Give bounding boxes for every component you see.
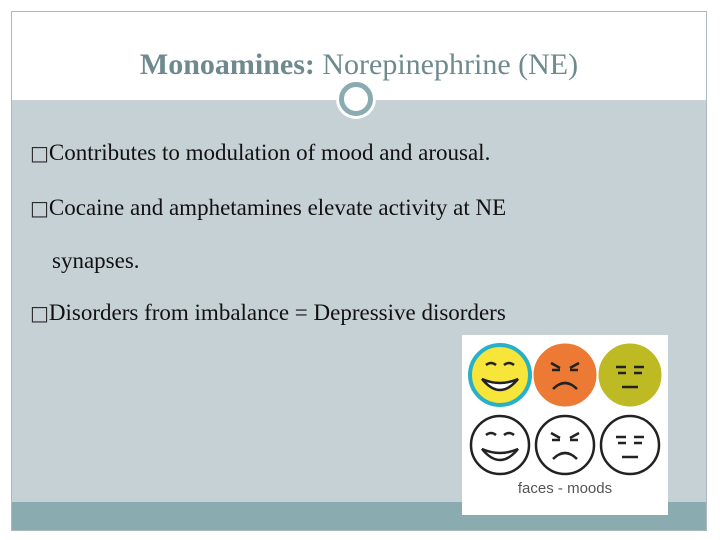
divider-left	[12, 98, 342, 100]
faces-grid	[462, 335, 668, 480]
bullet-text: Contributes to modulation of mood and arousal.	[48, 140, 491, 165]
faces-image	[462, 335, 668, 515]
bullet-item	[30, 195, 506, 221]
face-angry-icon	[535, 345, 595, 405]
bullet-item	[30, 140, 490, 166]
face-happy-icon	[470, 345, 530, 405]
face-angry-outline-icon	[536, 416, 594, 474]
divider-right	[380, 98, 706, 100]
face-happy-outline-icon	[471, 416, 529, 474]
divider-circle-icon	[339, 82, 373, 116]
bullet-box-icon: □	[30, 141, 49, 165]
bullet-box-icon: □	[30, 301, 49, 325]
bullet-box-icon: □	[30, 196, 49, 220]
title-bold: Monoamines:	[139, 48, 315, 81]
bullet-text: Disorders from imbalance = Depressive disorders	[48, 300, 506, 325]
bullet-text: Cocaine and amphetamines elevate activity at NE	[48, 195, 507, 220]
title-rest: Norepinephrine (NE)	[314, 48, 579, 81]
face-neutral-icon	[600, 345, 660, 405]
image-caption: faces - moods	[517, 480, 613, 497]
slide-title	[12, 48, 706, 82]
bullet-item	[30, 300, 506, 326]
bullet-text: synapses.	[52, 248, 140, 273]
face-neutral-outline-icon	[601, 416, 659, 474]
bullet-continuation	[52, 248, 140, 274]
